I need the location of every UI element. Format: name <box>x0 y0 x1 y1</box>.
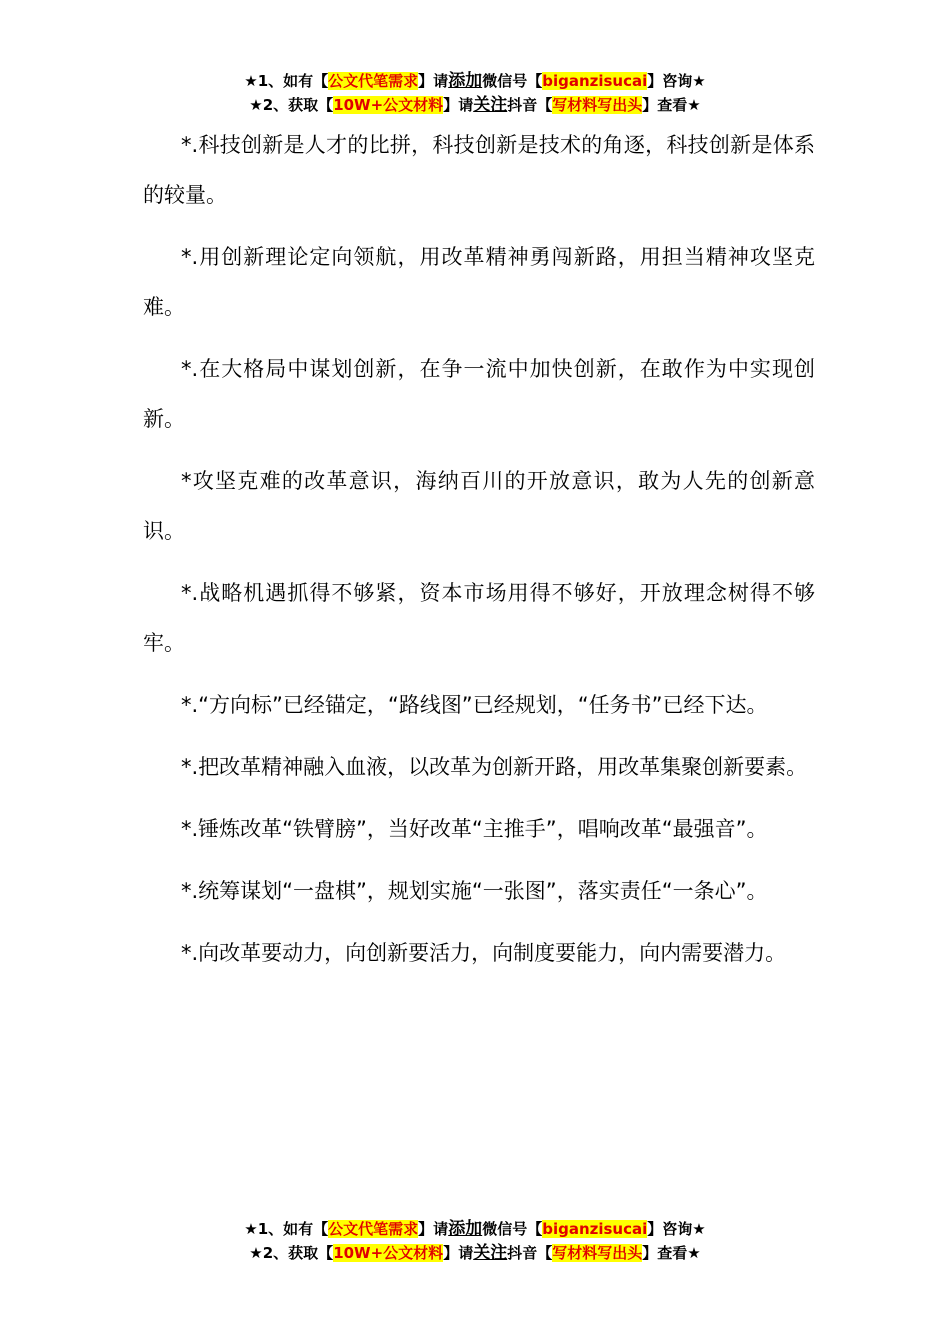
footer-line-2-emphasis: 关注 <box>473 1243 508 1263</box>
header-line-1-highlight-wechat: biganzisucai <box>542 72 648 90</box>
footer-line-1-text: 】请 <box>418 1220 449 1238</box>
footer-line-1 <box>0 1217 950 1241</box>
header-line-1-text: 】请 <box>418 72 449 90</box>
header-line-2-emphasis: 关注 <box>473 95 508 115</box>
paragraph: *.科技创新是人才的比拼，科技创新是技术的角逐，科技创新是体系的较量。 <box>143 133 815 207</box>
footer-line-2 <box>0 1241 950 1265</box>
header-banner <box>0 69 950 117</box>
footer-line-2-text: 】请 <box>443 1244 474 1262</box>
footer-line-1-prefix: ★1、如有【 <box>244 1220 329 1238</box>
document-body <box>143 120 815 990</box>
paragraph: *.锤炼改革“铁臂膀”，当好改革“主推手”，唱响改革“最强音”。 <box>181 817 768 841</box>
header-line-2-highlight-douyin: 写材料写出头 <box>552 96 643 114</box>
header-line-2-suffix: 】查看★ <box>642 96 701 114</box>
footer-line-1-suffix: 】咨询★ <box>647 1220 706 1238</box>
header-line-2-highlight-materials: 10W+公文材料 <box>333 96 444 114</box>
paragraph: *攻坚克难的改革意识，海纳百川的开放意识，敢为人先的创新意识。 <box>143 469 815 543</box>
header-line-1-prefix: ★1、如有【 <box>244 72 329 90</box>
header-line-1 <box>0 69 950 93</box>
header-line-1-suffix: 】咨询★ <box>647 72 706 90</box>
paragraph: *.把改革精神融入血液，以改革为创新开路，用改革集聚创新要素。 <box>181 755 808 779</box>
header-line-2 <box>0 93 950 117</box>
header-line-1-highlight-service: 公文代笔需求 <box>328 72 419 90</box>
footer-line-1-highlight-wechat: biganzisucai <box>542 1220 648 1238</box>
footer-line-1-text-2: 微信号【 <box>482 1220 543 1238</box>
header-line-1-text-2: 微信号【 <box>482 72 543 90</box>
paragraph: *.在大格局中谋划创新，在争一流中加快创新，在敢作为中实现创新。 <box>143 357 815 431</box>
paragraph: *.战略机遇抓得不够紧，资本市场用得不够好，开放理念树得不够牢。 <box>143 581 815 655</box>
header-line-2-text-2: 抖音【 <box>507 96 553 114</box>
footer-line-2-prefix: ★2、获取【 <box>249 1244 334 1262</box>
footer-banner <box>0 1217 950 1265</box>
footer-line-2-highlight-materials: 10W+公文材料 <box>333 1244 444 1262</box>
paragraph: *.“方向标”已经锚定，“路线图”已经规划，“任务书”已经下达。 <box>181 693 768 717</box>
footer-line-2-text-2: 抖音【 <box>507 1244 553 1262</box>
footer-line-1-emphasis: 添加 <box>448 1219 483 1239</box>
paragraph: *.用创新理论定向领航，用改革精神勇闯新路，用担当精神攻坚克难。 <box>143 245 815 319</box>
header-line-2-prefix: ★2、获取【 <box>249 96 334 114</box>
paragraph: *.向改革要动力，向创新要活力，向制度要能力，向内需要潜力。 <box>181 941 787 965</box>
header-line-1-emphasis: 添加 <box>448 71 483 91</box>
header-line-2-text: 】请 <box>443 96 474 114</box>
footer-line-1-highlight-service: 公文代笔需求 <box>328 1220 419 1238</box>
footer-line-2-suffix: 】查看★ <box>642 1244 701 1262</box>
paragraph: *.统筹谋划“一盘棋”，规划实施“一张图”，落实责任“一条心”。 <box>181 879 768 903</box>
footer-line-2-highlight-douyin: 写材料写出头 <box>552 1244 643 1262</box>
